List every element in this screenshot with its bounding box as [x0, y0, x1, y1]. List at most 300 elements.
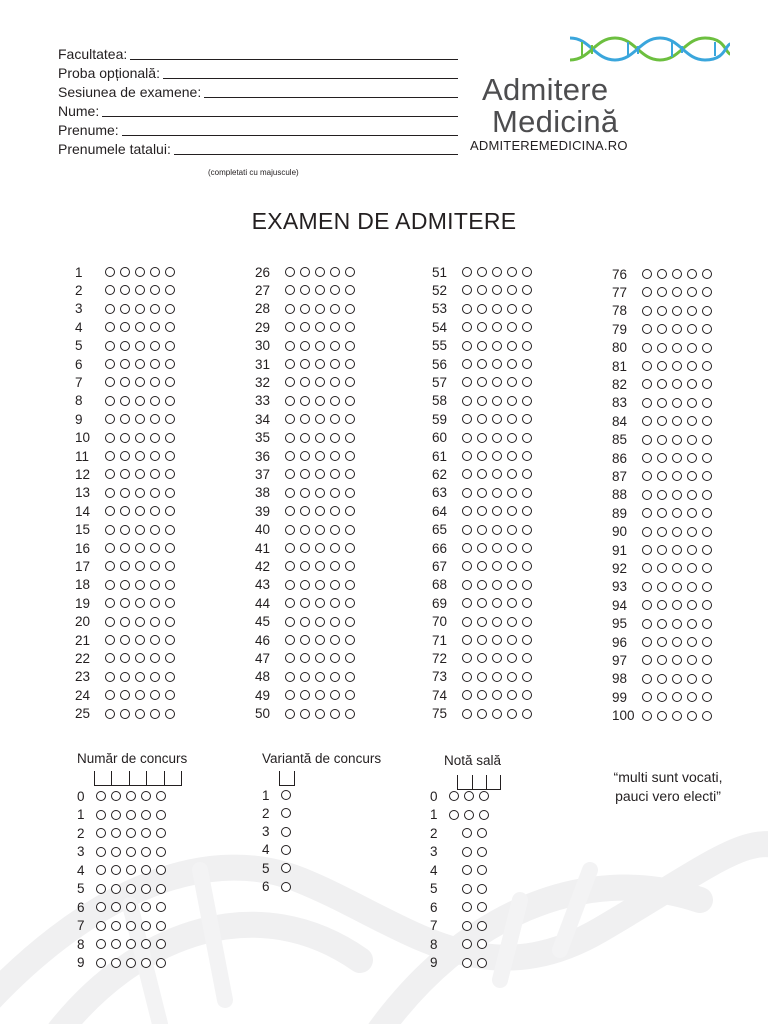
answer-bubble[interactable] — [135, 543, 145, 553]
answer-bubble[interactable] — [165, 396, 175, 406]
answer-bubble[interactable] — [477, 377, 487, 387]
form-field-input-line[interactable] — [122, 135, 458, 136]
nota-sala-bubble[interactable] — [462, 828, 472, 838]
answer-bubble[interactable] — [702, 508, 712, 518]
answer-bubble[interactable] — [492, 359, 502, 369]
nota-sala-bubble[interactable] — [477, 847, 487, 857]
answer-bubble[interactable] — [105, 506, 115, 516]
answer-bubble[interactable] — [330, 377, 340, 387]
numar-concurs-bubble[interactable] — [141, 847, 151, 857]
answer-bubble[interactable] — [462, 267, 472, 277]
answer-bubble[interactable] — [345, 414, 355, 424]
answer-bubble[interactable] — [165, 304, 175, 314]
answer-bubble[interactable] — [492, 617, 502, 627]
answer-bubble[interactable] — [330, 598, 340, 608]
answer-bubble[interactable] — [300, 267, 310, 277]
answer-bubble[interactable] — [687, 361, 697, 371]
answer-bubble[interactable] — [345, 359, 355, 369]
answer-bubble[interactable] — [150, 469, 160, 479]
answer-bubble[interactable] — [150, 341, 160, 351]
answer-bubble[interactable] — [120, 561, 130, 571]
answer-bubble[interactable] — [687, 637, 697, 647]
answer-bubble[interactable] — [330, 451, 340, 461]
answer-bubble[interactable] — [300, 690, 310, 700]
answer-bubble[interactable] — [507, 322, 517, 332]
answer-bubble[interactable] — [105, 709, 115, 719]
answer-bubble[interactable] — [135, 617, 145, 627]
answer-bubble[interactable] — [135, 635, 145, 645]
answer-bubble[interactable] — [135, 267, 145, 277]
nota-sala-bubble[interactable] — [449, 791, 459, 801]
answer-bubble[interactable] — [477, 506, 487, 516]
nota-sala-bubble[interactable] — [477, 921, 487, 931]
answer-bubble[interactable] — [462, 635, 472, 645]
answer-bubble[interactable] — [300, 488, 310, 498]
answer-bubble[interactable] — [492, 322, 502, 332]
answer-bubble[interactable] — [702, 711, 712, 721]
answer-bubble[interactable] — [105, 267, 115, 277]
numar-concurs-bubble[interactable] — [126, 828, 136, 838]
answer-bubble[interactable] — [300, 580, 310, 590]
answer-bubble[interactable] — [507, 598, 517, 608]
answer-bubble[interactable] — [507, 653, 517, 663]
answer-bubble[interactable] — [150, 267, 160, 277]
answer-bubble[interactable] — [300, 653, 310, 663]
answer-bubble[interactable] — [120, 709, 130, 719]
answer-bubble[interactable] — [477, 304, 487, 314]
numar-concurs-bubble[interactable] — [96, 884, 106, 894]
answer-bubble[interactable] — [135, 322, 145, 332]
answer-bubble[interactable] — [120, 506, 130, 516]
nota-sala-bubble[interactable] — [462, 884, 472, 894]
answer-bubble[interactable] — [315, 580, 325, 590]
answer-bubble[interactable] — [672, 435, 682, 445]
answer-bubble[interactable] — [315, 341, 325, 351]
answer-bubble[interactable] — [165, 377, 175, 387]
answer-bubble[interactable] — [150, 690, 160, 700]
answer-bubble[interactable] — [165, 451, 175, 461]
answer-bubble[interactable] — [657, 637, 667, 647]
numar-concurs-bubble[interactable] — [126, 810, 136, 820]
answer-bubble[interactable] — [672, 582, 682, 592]
answer-bubble[interactable] — [165, 635, 175, 645]
answer-bubble[interactable] — [492, 598, 502, 608]
answer-bubble[interactable] — [300, 598, 310, 608]
answer-bubble[interactable] — [330, 267, 340, 277]
answer-bubble[interactable] — [105, 690, 115, 700]
answer-bubble[interactable] — [345, 322, 355, 332]
numar-concurs-bubble[interactable] — [111, 902, 121, 912]
answer-bubble[interactable] — [135, 433, 145, 443]
numar-concurs-bubble[interactable] — [141, 828, 151, 838]
answer-bubble[interactable] — [135, 653, 145, 663]
answer-bubble[interactable] — [492, 451, 502, 461]
answer-bubble[interactable] — [285, 377, 295, 387]
varianta-concurs-bubble[interactable] — [281, 790, 291, 800]
answer-bubble[interactable] — [687, 269, 697, 279]
numar-concurs-bubble[interactable] — [126, 791, 136, 801]
answer-bubble[interactable] — [477, 672, 487, 682]
answer-bubble[interactable] — [492, 341, 502, 351]
numar-concurs-bubble[interactable] — [156, 884, 166, 894]
answer-bubble[interactable] — [702, 655, 712, 665]
answer-bubble[interactable] — [150, 598, 160, 608]
answer-bubble[interactable] — [315, 598, 325, 608]
answer-bubble[interactable] — [642, 637, 652, 647]
answer-bubble[interactable] — [120, 488, 130, 498]
numar-concurs-bubble[interactable] — [141, 939, 151, 949]
numar-concurs-bubble[interactable] — [96, 921, 106, 931]
answer-bubble[interactable] — [462, 580, 472, 590]
answer-bubble[interactable] — [165, 488, 175, 498]
numar-concurs-bubble[interactable] — [141, 810, 151, 820]
answer-bubble[interactable] — [300, 396, 310, 406]
answer-bubble[interactable] — [657, 287, 667, 297]
form-field-input-line[interactable] — [204, 97, 458, 98]
answer-bubble[interactable] — [642, 361, 652, 371]
answer-bubble[interactable] — [150, 653, 160, 663]
answer-bubble[interactable] — [345, 617, 355, 627]
answer-bubble[interactable] — [120, 598, 130, 608]
answer-bubble[interactable] — [285, 690, 295, 700]
answer-bubble[interactable] — [345, 433, 355, 443]
answer-bubble[interactable] — [165, 285, 175, 295]
answer-bubble[interactable] — [345, 341, 355, 351]
answer-bubble[interactable] — [462, 672, 472, 682]
answer-bubble[interactable] — [687, 306, 697, 316]
answer-bubble[interactable] — [330, 672, 340, 682]
answer-bubble[interactable] — [462, 690, 472, 700]
answer-bubble[interactable] — [492, 525, 502, 535]
numar-concurs-bubble[interactable] — [141, 884, 151, 894]
answer-bubble[interactable] — [702, 269, 712, 279]
answer-bubble[interactable] — [462, 414, 472, 424]
answer-bubble[interactable] — [315, 322, 325, 332]
answer-bubble[interactable] — [642, 600, 652, 610]
nota-sala-bubble[interactable] — [462, 958, 472, 968]
answer-bubble[interactable] — [687, 600, 697, 610]
answer-bubble[interactable] — [285, 653, 295, 663]
answer-bubble[interactable] — [477, 359, 487, 369]
answer-bubble[interactable] — [345, 267, 355, 277]
answer-bubble[interactable] — [120, 451, 130, 461]
answer-bubble[interactable] — [330, 469, 340, 479]
answer-bubble[interactable] — [300, 525, 310, 535]
answer-bubble[interactable] — [150, 377, 160, 387]
answer-bubble[interactable] — [492, 690, 502, 700]
answer-bubble[interactable] — [507, 709, 517, 719]
answer-bubble[interactable] — [285, 414, 295, 424]
answer-bubble[interactable] — [120, 396, 130, 406]
answer-bubble[interactable] — [345, 543, 355, 553]
answer-bubble[interactable] — [462, 451, 472, 461]
answer-bubble[interactable] — [105, 635, 115, 645]
answer-bubble[interactable] — [642, 582, 652, 592]
answer-bubble[interactable] — [105, 414, 115, 424]
answer-bubble[interactable] — [642, 269, 652, 279]
answer-bubble[interactable] — [285, 617, 295, 627]
answer-bubble[interactable] — [492, 543, 502, 553]
answer-bubble[interactable] — [687, 379, 697, 389]
answer-bubble[interactable] — [687, 563, 697, 573]
answer-bubble[interactable] — [642, 343, 652, 353]
answer-bubble[interactable] — [672, 269, 682, 279]
answer-bubble[interactable] — [507, 451, 517, 461]
answer-bubble[interactable] — [642, 324, 652, 334]
answer-bubble[interactable] — [330, 561, 340, 571]
answer-bubble[interactable] — [135, 377, 145, 387]
answer-bubble[interactable] — [522, 506, 532, 516]
answer-bubble[interactable] — [315, 635, 325, 645]
answer-bubble[interactable] — [330, 543, 340, 553]
answer-bubble[interactable] — [285, 543, 295, 553]
answer-bubble[interactable] — [507, 690, 517, 700]
answer-bubble[interactable] — [672, 600, 682, 610]
answer-bubble[interactable] — [522, 285, 532, 295]
answer-bubble[interactable] — [462, 322, 472, 332]
answer-bubble[interactable] — [135, 285, 145, 295]
answer-bubble[interactable] — [165, 341, 175, 351]
numar-concurs-bubble[interactable] — [156, 791, 166, 801]
answer-bubble[interactable] — [165, 598, 175, 608]
answer-bubble[interactable] — [165, 414, 175, 424]
numar-concurs-bubble[interactable] — [126, 921, 136, 931]
answer-bubble[interactable] — [105, 322, 115, 332]
numar-concurs-bubble[interactable] — [141, 958, 151, 968]
answer-bubble[interactable] — [687, 711, 697, 721]
answer-bubble[interactable] — [642, 619, 652, 629]
answer-bubble[interactable] — [165, 525, 175, 535]
answer-bubble[interactable] — [315, 690, 325, 700]
answer-bubble[interactable] — [135, 506, 145, 516]
answer-bubble[interactable] — [330, 304, 340, 314]
answer-bubble[interactable] — [120, 322, 130, 332]
answer-bubble[interactable] — [135, 414, 145, 424]
answer-bubble[interactable] — [165, 617, 175, 627]
answer-bubble[interactable] — [285, 341, 295, 351]
answer-bubble[interactable] — [522, 304, 532, 314]
answer-bubble[interactable] — [492, 672, 502, 682]
answer-bubble[interactable] — [642, 490, 652, 500]
answer-bubble[interactable] — [345, 709, 355, 719]
answer-bubble[interactable] — [702, 490, 712, 500]
answer-bubble[interactable] — [657, 453, 667, 463]
answer-bubble[interactable] — [120, 580, 130, 590]
answer-bubble[interactable] — [657, 527, 667, 537]
answer-bubble[interactable] — [120, 433, 130, 443]
answer-bubble[interactable] — [657, 324, 667, 334]
answer-bubble[interactable] — [135, 525, 145, 535]
answer-bubble[interactable] — [105, 451, 115, 461]
answer-bubble[interactable] — [657, 379, 667, 389]
numar-concurs-bubble[interactable] — [141, 791, 151, 801]
nota-sala-bubble[interactable] — [462, 902, 472, 912]
answer-bubble[interactable] — [492, 396, 502, 406]
answer-bubble[interactable] — [120, 635, 130, 645]
answer-bubble[interactable] — [477, 598, 487, 608]
answer-bubble[interactable] — [702, 343, 712, 353]
answer-bubble[interactable] — [642, 416, 652, 426]
answer-bubble[interactable] — [105, 561, 115, 571]
answer-bubble[interactable] — [672, 416, 682, 426]
answer-bubble[interactable] — [477, 653, 487, 663]
answer-bubble[interactable] — [672, 619, 682, 629]
answer-bubble[interactable] — [657, 545, 667, 555]
answer-bubble[interactable] — [120, 617, 130, 627]
answer-bubble[interactable] — [315, 506, 325, 516]
answer-bubble[interactable] — [702, 545, 712, 555]
answer-bubble[interactable] — [345, 396, 355, 406]
answer-bubble[interactable] — [507, 617, 517, 627]
answer-bubble[interactable] — [672, 545, 682, 555]
answer-bubble[interactable] — [642, 655, 652, 665]
answer-bubble[interactable] — [477, 414, 487, 424]
answer-bubble[interactable] — [657, 269, 667, 279]
answer-bubble[interactable] — [642, 379, 652, 389]
answer-bubble[interactable] — [462, 433, 472, 443]
answer-bubble[interactable] — [477, 322, 487, 332]
answer-bubble[interactable] — [315, 469, 325, 479]
answer-bubble[interactable] — [120, 469, 130, 479]
answer-bubble[interactable] — [105, 488, 115, 498]
answer-bubble[interactable] — [135, 561, 145, 571]
answer-bubble[interactable] — [462, 525, 472, 535]
answer-bubble[interactable] — [330, 322, 340, 332]
answer-bubble[interactable] — [702, 416, 712, 426]
answer-bubble[interactable] — [477, 690, 487, 700]
answer-bubble[interactable] — [687, 416, 697, 426]
answer-bubble[interactable] — [285, 635, 295, 645]
answer-bubble[interactable] — [657, 508, 667, 518]
answer-bubble[interactable] — [507, 469, 517, 479]
answer-bubble[interactable] — [300, 322, 310, 332]
answer-bubble[interactable] — [150, 672, 160, 682]
answer-bubble[interactable] — [702, 582, 712, 592]
answer-bubble[interactable] — [105, 543, 115, 553]
answer-bubble[interactable] — [522, 690, 532, 700]
answer-bubble[interactable] — [345, 672, 355, 682]
answer-bubble[interactable] — [522, 580, 532, 590]
form-field-input-line[interactable] — [163, 78, 458, 79]
answer-bubble[interactable] — [165, 653, 175, 663]
answer-bubble[interactable] — [315, 304, 325, 314]
answer-bubble[interactable] — [330, 653, 340, 663]
answer-bubble[interactable] — [315, 285, 325, 295]
answer-bubble[interactable] — [165, 690, 175, 700]
answer-bubble[interactable] — [315, 672, 325, 682]
numar-concurs-bubble[interactable] — [96, 791, 106, 801]
form-field-input-line[interactable] — [130, 59, 458, 60]
nota-sala-bubble[interactable] — [462, 921, 472, 931]
answer-bubble[interactable] — [120, 672, 130, 682]
answer-bubble[interactable] — [345, 377, 355, 387]
answer-bubble[interactable] — [330, 709, 340, 719]
answer-bubble[interactable] — [135, 341, 145, 351]
answer-bubble[interactable] — [687, 545, 697, 555]
answer-bubble[interactable] — [135, 580, 145, 590]
answer-bubble[interactable] — [672, 655, 682, 665]
answer-bubble[interactable] — [672, 637, 682, 647]
answer-bubble[interactable] — [477, 469, 487, 479]
answer-bubble[interactable] — [672, 453, 682, 463]
answer-bubble[interactable] — [477, 396, 487, 406]
answer-bubble[interactable] — [687, 692, 697, 702]
answer-bubble[interactable] — [657, 306, 667, 316]
answer-bubble[interactable] — [300, 304, 310, 314]
answer-bubble[interactable] — [462, 506, 472, 516]
answer-bubble[interactable] — [492, 414, 502, 424]
answer-bubble[interactable] — [522, 359, 532, 369]
answer-bubble[interactable] — [165, 433, 175, 443]
answer-bubble[interactable] — [165, 267, 175, 277]
answer-bubble[interactable] — [702, 324, 712, 334]
answer-bubble[interactable] — [507, 341, 517, 351]
answer-bubble[interactable] — [657, 490, 667, 500]
answer-bubble[interactable] — [522, 635, 532, 645]
answer-bubble[interactable] — [345, 469, 355, 479]
numar-concurs-bubble[interactable] — [111, 791, 121, 801]
answer-bubble[interactable] — [672, 379, 682, 389]
answer-bubble[interactable] — [120, 690, 130, 700]
answer-bubble[interactable] — [672, 527, 682, 537]
numar-concurs-bubble[interactable] — [156, 921, 166, 931]
answer-bubble[interactable] — [657, 674, 667, 684]
answer-bubble[interactable] — [315, 709, 325, 719]
numar-concurs-bubble[interactable] — [156, 847, 166, 857]
answer-bubble[interactable] — [315, 543, 325, 553]
answer-bubble[interactable] — [285, 285, 295, 295]
answer-bubble[interactable] — [330, 359, 340, 369]
answer-bubble[interactable] — [672, 306, 682, 316]
answer-bubble[interactable] — [477, 580, 487, 590]
answer-bubble[interactable] — [462, 341, 472, 351]
answer-bubble[interactable] — [345, 580, 355, 590]
answer-bubble[interactable] — [462, 543, 472, 553]
answer-bubble[interactable] — [702, 361, 712, 371]
answer-bubble[interactable] — [150, 396, 160, 406]
answer-bubble[interactable] — [285, 322, 295, 332]
answer-bubble[interactable] — [687, 527, 697, 537]
answer-bubble[interactable] — [120, 285, 130, 295]
answer-bubble[interactable] — [315, 414, 325, 424]
answer-bubble[interactable] — [285, 506, 295, 516]
answer-bubble[interactable] — [507, 506, 517, 516]
answer-bubble[interactable] — [702, 379, 712, 389]
answer-bubble[interactable] — [462, 561, 472, 571]
answer-bubble[interactable] — [315, 525, 325, 535]
answer-bubble[interactable] — [492, 580, 502, 590]
answer-bubble[interactable] — [657, 692, 667, 702]
answer-bubble[interactable] — [657, 471, 667, 481]
answer-bubble[interactable] — [687, 655, 697, 665]
answer-bubble[interactable] — [702, 692, 712, 702]
numar-concurs-bubble[interactable] — [156, 939, 166, 949]
answer-bubble[interactable] — [330, 635, 340, 645]
answer-bubble[interactable] — [300, 341, 310, 351]
answer-bubble[interactable] — [300, 561, 310, 571]
answer-bubble[interactable] — [522, 525, 532, 535]
nota-sala-bubble[interactable] — [477, 958, 487, 968]
nota-sala-bubble[interactable] — [462, 939, 472, 949]
answer-bubble[interactable] — [687, 398, 697, 408]
answer-bubble[interactable] — [477, 285, 487, 295]
answer-bubble[interactable] — [657, 361, 667, 371]
nota-sala-bubble[interactable] — [479, 810, 489, 820]
answer-bubble[interactable] — [672, 471, 682, 481]
answer-bubble[interactable] — [285, 267, 295, 277]
answer-bubble[interactable] — [492, 709, 502, 719]
answer-bubble[interactable] — [507, 359, 517, 369]
